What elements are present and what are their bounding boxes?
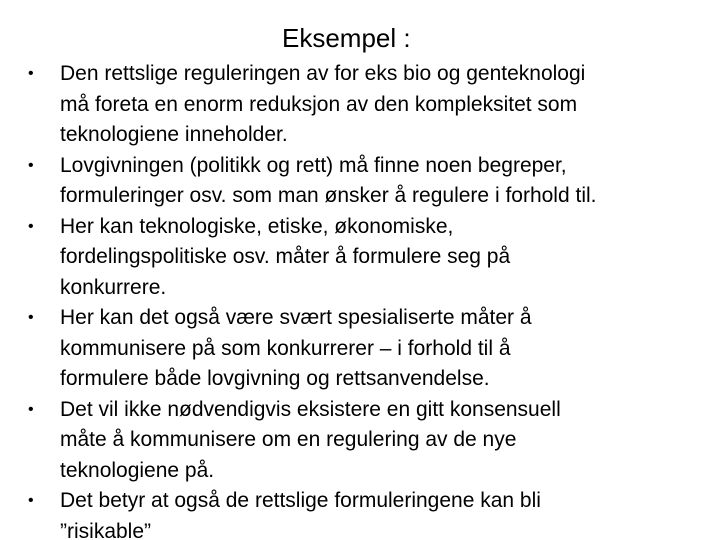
bullet-line: formuleringer osv. som man ønsker å regulere i forhold til. [60, 184, 597, 207]
bullet-item [28, 151, 708, 212]
slide-title: Eksempel : [282, 23, 411, 53]
bullet-line: Lovgivningen (politikk og rett) må finne noen begreper, [60, 153, 567, 177]
bullet-dot-icon: • [28, 217, 34, 235]
bullet-item [28, 303, 708, 395]
bullet-line: fordelingspolitiske osv. måter å formulere seg på [60, 245, 511, 268]
bullet-line: Her kan teknologiske, etiske, økonomiske, [60, 214, 454, 238]
bullet-dot-icon: • [28, 65, 34, 82]
bullet-line: kommunisere på som konkurrerer – i forhold til å [60, 336, 511, 360]
bullet-line: teknologiene på. [60, 458, 215, 482]
bullet-line: Her kan det også være svært spesialiserte måter å [60, 306, 532, 329]
bullet-dot-icon: • [28, 309, 34, 326]
bullet-line: Det vil ikke nødvendigvis eksistere en gitt konsensuell [60, 397, 561, 421]
bullet-line: teknologiene inneholder. [60, 123, 288, 146]
bullet-line: må foreta en enorm reduksjon av den kompleksitet som [60, 92, 578, 116]
bullet-line: måte å kommunisere om en regulering av de nye [60, 428, 517, 451]
bullet-line: konkurrere. [60, 275, 167, 299]
bullet-list [28, 59, 708, 540]
bullet-item [28, 59, 708, 151]
bullet-item [28, 486, 708, 540]
bullet-dot-icon: • [28, 400, 34, 418]
bullet-dot-icon: • [28, 492, 34, 509]
bullet-line: Det betyr at også de rettslige formuleringene kan bli [60, 489, 541, 512]
bullet-line: Den rettslige reguleringen av for eks bio og genteknologi [60, 62, 586, 85]
bullet-item [28, 212, 708, 304]
bullet-line: formulere både lovgivning og rettsanvendelse. [60, 367, 490, 390]
bullet-dot-icon: • [28, 156, 34, 174]
bullet-line: ”risikable” [60, 519, 152, 540]
bullet-item [28, 395, 708, 487]
